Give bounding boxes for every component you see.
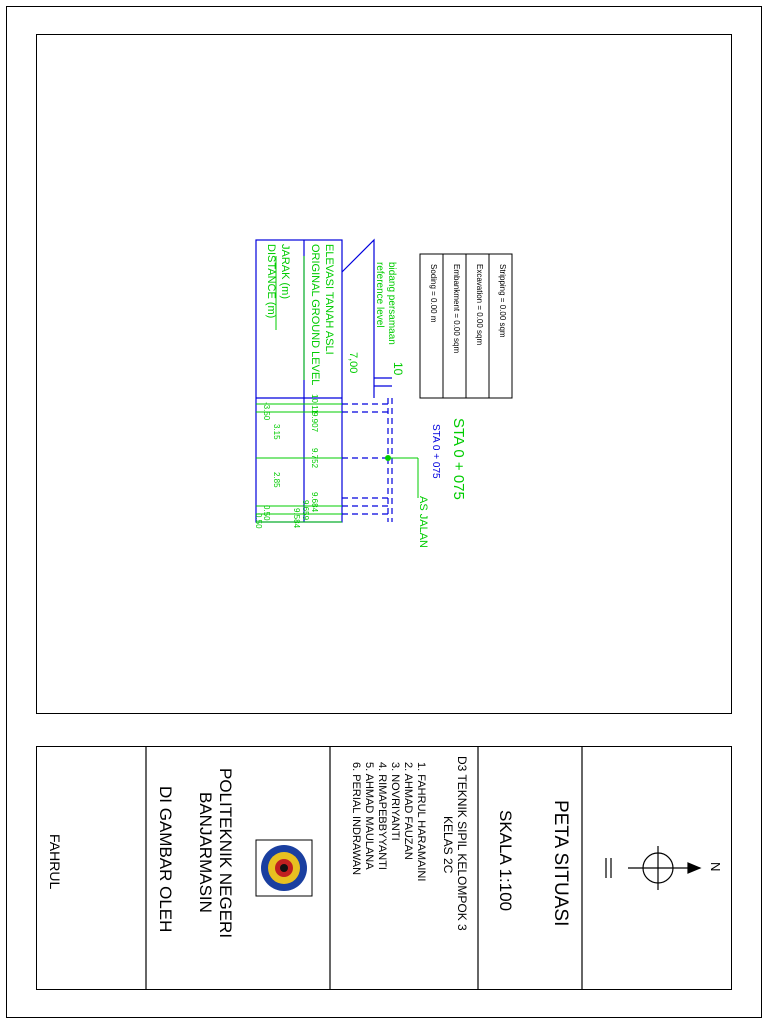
member-item: 2. AHMAD FAUZAN (402, 762, 414, 860)
sta-label: STA 0 + 075 (430, 424, 441, 479)
elevation-value: 10.11 (310, 394, 319, 414)
jarak-label: JARAK (m) (279, 244, 291, 299)
polytechnic-logo (256, 840, 312, 896)
group-name: D3 TEKNIK SIPIL KELOMPOK 3 (455, 756, 469, 931)
sheet-title: PETA SITUASI (550, 800, 571, 927)
north-arrow-icon (606, 846, 700, 890)
member-item: 4. RIMAPEBBYYANTI (376, 762, 388, 870)
bidang-persamaan-label: bidang persamaan (386, 262, 397, 345)
class-name: KELAS 2C (441, 816, 455, 874)
distance-label: DISTANCE (m) (265, 244, 277, 319)
reference-level-label: reference level (374, 262, 385, 328)
ground-level-label: ORIGINAL GROUND LEVEL (309, 244, 321, 386)
member-item: 5. AHMAD MAULANA (363, 762, 375, 870)
elevation-value: 9.659 (301, 500, 310, 521)
elevation-value: 9.907 (310, 412, 319, 433)
drawn-by-label: DI GAMBAR OLEH (156, 786, 175, 933)
member-item: 1. FAHRUL HARAMAINI (415, 762, 427, 882)
institution-line2: BANJARMASIN (196, 792, 215, 913)
north-label: N (708, 862, 723, 872)
embankment-row: Embankment = 0.00 sqm (452, 264, 461, 354)
distance-value: -3.50 (262, 402, 271, 421)
ground-profile (342, 398, 392, 522)
as-jalan-label: AS JALAN (417, 496, 429, 548)
distance-value: 2.85 (272, 472, 281, 488)
soding-row: Soding = 0.00 m (429, 264, 438, 323)
excavation-row: Excavation = 0.00 sqm (475, 264, 484, 346)
distance-value: 0.50 (262, 505, 271, 521)
elevation-value: 9.684 (310, 492, 319, 513)
distance-value: 0.50 (254, 513, 263, 529)
elevasi-label: ELEVASI TANAH ASLI (323, 244, 335, 355)
reference-scale: 10 (391, 362, 405, 376)
stripping-row: Stripping = 0.00 sqm (498, 264, 507, 338)
elevation-value: 9.752 (310, 448, 319, 469)
reference-value: 7,00 (347, 352, 359, 374)
axis-marker-icon (385, 455, 391, 461)
member-item: 6. PERIAL INDRAWAN (350, 762, 362, 876)
distance-value: 3.15 (272, 424, 281, 440)
member-item: 3. NOVRIYANTI (389, 762, 401, 841)
sheet-scale: SKALA 1:100 (496, 810, 515, 912)
drawn-by-name: FAHRUL (47, 834, 63, 890)
sta-title: STA 0 + 075 (450, 418, 467, 500)
elevation-value: 9.584 (292, 508, 301, 529)
institution-line1: POLITEKNIK NEGERI (216, 768, 235, 939)
